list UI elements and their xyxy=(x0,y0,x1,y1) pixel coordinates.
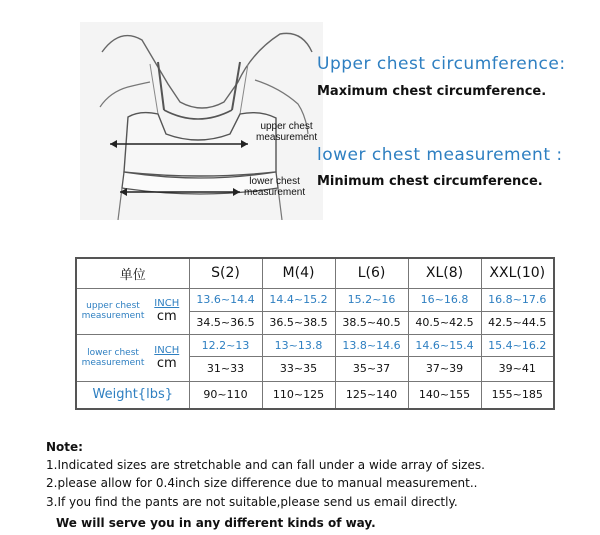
note-item-1: 1.Indicated sizes are stretchable and can fall under a wide array of sizes. xyxy=(46,458,485,472)
upper-inch-xl: 16~16.8 xyxy=(408,288,481,311)
upper-row-label-line1: upper chest xyxy=(86,301,140,311)
upper-chest-description: Maximum chest circumference. xyxy=(317,84,547,99)
upper-cm-m: 36.5~38.5 xyxy=(262,311,335,334)
upper-inch-s: 13.6~14.4 xyxy=(189,288,262,311)
lower-chest-row-label xyxy=(76,334,149,381)
inch-unit: INCH xyxy=(154,344,180,356)
upper-cm-xl: 40.5~42.5 xyxy=(408,311,481,334)
weight-row xyxy=(76,381,554,409)
weight-l: 125~140 xyxy=(335,381,408,409)
inch-unit: INCH xyxy=(154,298,180,309)
lower-cm-xl: 37~39 xyxy=(408,356,481,381)
upper-chest-sketch-label xyxy=(256,121,317,143)
size-chart-table xyxy=(75,257,555,410)
weight-label: Weight{lbs} xyxy=(76,381,189,409)
size-s: S(2) xyxy=(189,258,262,288)
upper-row-label-line2: measurement xyxy=(81,311,145,321)
lower-chest-heading: lower chest measurement : xyxy=(317,145,563,165)
weight-s: 90~110 xyxy=(189,381,262,409)
size-l: L(6) xyxy=(335,258,408,288)
unit-header: 单位 xyxy=(76,258,189,288)
upper-label-line2: measurement xyxy=(256,132,318,143)
lower-inch-m: 13~13.8 xyxy=(262,334,335,356)
lower-unit-label xyxy=(149,334,189,381)
lower-chest-description: Minimum chest circumference. xyxy=(317,174,543,189)
weight-m: 110~125 xyxy=(262,381,335,409)
upper-inch-m: 14.4~15.2 xyxy=(262,288,335,311)
lower-cm-s: 31~33 xyxy=(189,356,262,381)
size-xxl: XXL(10) xyxy=(481,258,554,288)
weight-xxl: 155~185 xyxy=(481,381,554,409)
lower-inch-s: 12.2~13 xyxy=(189,334,262,356)
lower-cm-l: 35~37 xyxy=(335,356,408,381)
size-header-row xyxy=(76,258,554,288)
lower-cm-m: 33~35 xyxy=(262,356,335,381)
upper-label-line1: upper chest xyxy=(260,121,313,132)
closing-statement: We will serve you in any different kinds of way. xyxy=(56,516,376,530)
note-item-3: 3.If you find the pants are not suitable,please send us email directly. xyxy=(46,495,458,509)
lower-cm-xxl: 39~41 xyxy=(481,356,554,381)
lower-row-label-line1: lower chest xyxy=(87,347,139,358)
lower-inch-xxl: 15.4~16.2 xyxy=(481,334,554,356)
lower-inch-row xyxy=(76,334,554,356)
size-xl: XL(8) xyxy=(408,258,481,288)
upper-inch-xxl: 16.8~17.6 xyxy=(481,288,554,311)
upper-cm-s: 34.5~36.5 xyxy=(189,311,262,334)
lower-inch-l: 13.8~14.6 xyxy=(335,334,408,356)
lower-inch-xl: 14.6~15.4 xyxy=(408,334,481,356)
weight-xl: 140~155 xyxy=(408,381,481,409)
lower-label-line2: measurement xyxy=(244,187,306,198)
size-m: M(4) xyxy=(262,258,335,288)
upper-chest-row-label xyxy=(76,288,149,334)
upper-chest-heading: Upper chest circumference: xyxy=(317,54,566,74)
lower-label-line1: lower chest xyxy=(249,176,300,187)
upper-inch-row xyxy=(76,288,554,311)
cm-unit: cm xyxy=(156,355,177,371)
upper-inch-l: 15.2~16 xyxy=(335,288,408,311)
upper-cm-l: 38.5~40.5 xyxy=(335,311,408,334)
lower-row-label-line2: measurement xyxy=(81,357,145,368)
upper-unit-label xyxy=(149,288,189,334)
note-title: Note: xyxy=(46,440,83,454)
cm-unit: cm xyxy=(156,309,177,324)
upper-cm-xxl: 42.5~44.5 xyxy=(481,311,554,334)
lower-chest-sketch-label xyxy=(244,176,305,198)
note-item-2: 2.please allow for 0.4inch size difference due to manual measurement.. xyxy=(46,476,478,490)
